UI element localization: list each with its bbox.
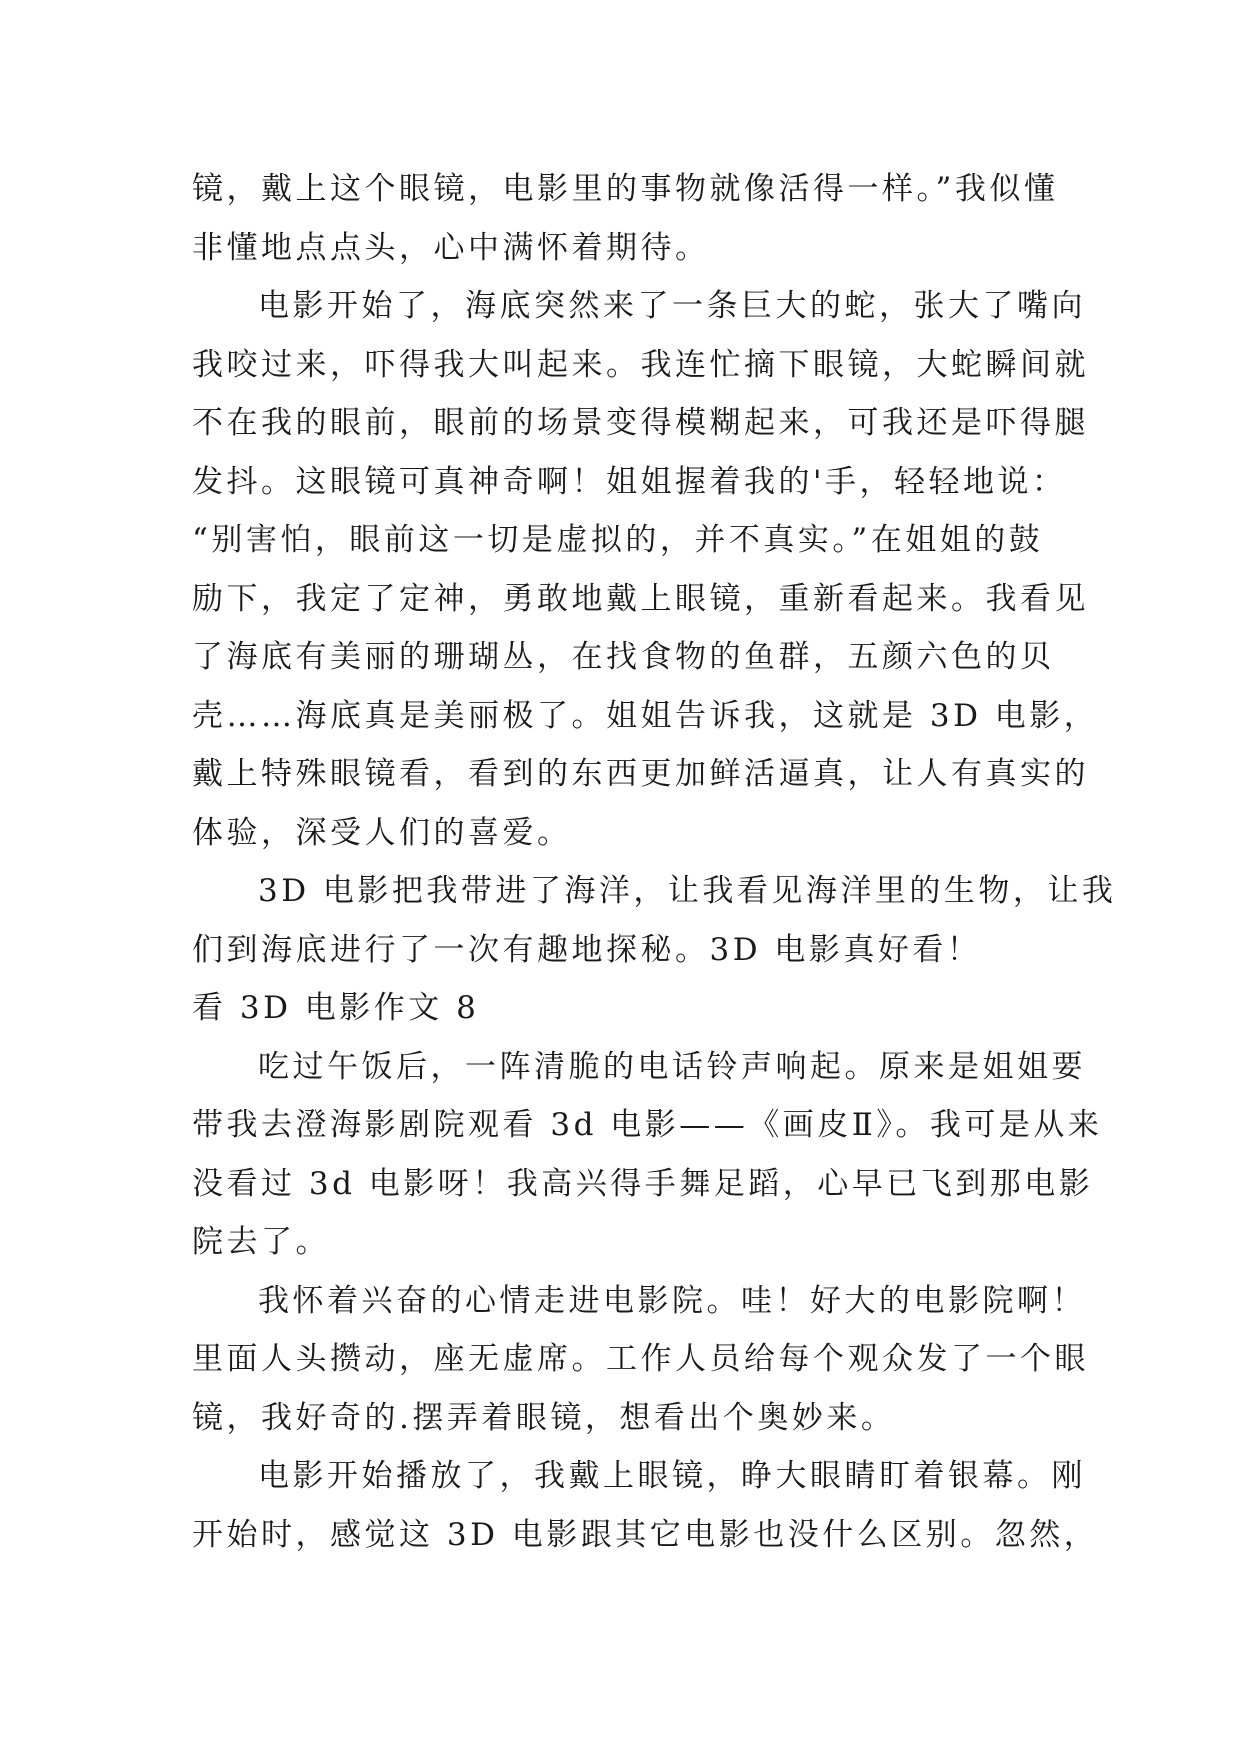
text-line: 镜，我好奇的.摆弄着眼镜，想看出个奥妙来。 — [192, 1399, 896, 1436]
text-line: 开始时，感觉这 3D 电影跟其它电影也没什么区别。忽然， — [192, 1516, 1099, 1553]
text-line: 看 3D 电影作文 8 — [192, 990, 480, 1026]
document-body — [192, 160, 1117, 1564]
text-line: 我咬过来，吓得我大叫起来。我连忙摘下眼镜，大蛇瞬间就 — [192, 346, 1089, 383]
text-line: “别害怕，眼前这一切是虚拟的，并不真实。”在姐姐的鼓 — [192, 522, 1044, 558]
text-line: 3D 电影把我带进了海洋，让我看见海洋里的生物，让我 — [258, 873, 1117, 909]
text-line: 镜，戴上这个眼镜，电影里的事物就像活得一样。”我似懂 — [192, 171, 1059, 207]
text-line: 电影开始播放了，我戴上眼镜，睁大眼睛盯着银幕。刚 — [258, 1458, 1086, 1494]
text-line: 体验，深受人们的喜爱。 — [192, 814, 572, 851]
text-line: 我怀着兴奋的心情走进电影院。哇！好大的电影院啊！ — [258, 1282, 1086, 1319]
text-line: 发抖。这眼镜可真神奇啊！姐姐握着我的'手，轻轻地说： — [192, 463, 1067, 500]
text-line: 非懂地点点头，心中满怀着期待。 — [192, 229, 710, 266]
text-line: 吃过午饭后，一阵清脆的电话铃声响起。原来是姐姐要 — [258, 1048, 1086, 1085]
text-line: 带我去澄海影剧院观看 3d 电影——《画皮Ⅱ》。我可是从来 — [192, 1107, 1103, 1143]
text-line: 没看过 3d 电影呀！我高兴得手舞足蹈，心早已飞到那电影 — [192, 1165, 1094, 1202]
text-line: 们到海底进行了一次有趣地探秘。3D 电影真好看！ — [192, 931, 982, 968]
text-line: 电影开始了，海底突然来了一条巨大的蛇，张大了嘴向 — [258, 288, 1086, 324]
text-line: 壳……海底真是美丽极了。姐姐告诉我，这就是 3D 电影， — [192, 697, 1099, 734]
text-line: 戴上特殊眼镜看，看到的东西更加鲜活逼真，让人有真实的 — [192, 756, 1089, 792]
text-line: 不在我的眼前，眼前的场景变得模糊起来，可我还是吓得腿 — [192, 405, 1089, 441]
text-line: 了海底有美丽的珊瑚丛，在找食物的鱼群，五颜六色的贝 — [192, 639, 1055, 675]
text-line: 励下，我定了定神，勇敢地戴上眼镜，重新看起来。我看见 — [192, 580, 1089, 617]
text-line: 里面人头攒动，座无虚席。工作人员给每个观众发了一个眼 — [192, 1341, 1089, 1377]
text-line: 院去了。 — [192, 1224, 330, 1260]
